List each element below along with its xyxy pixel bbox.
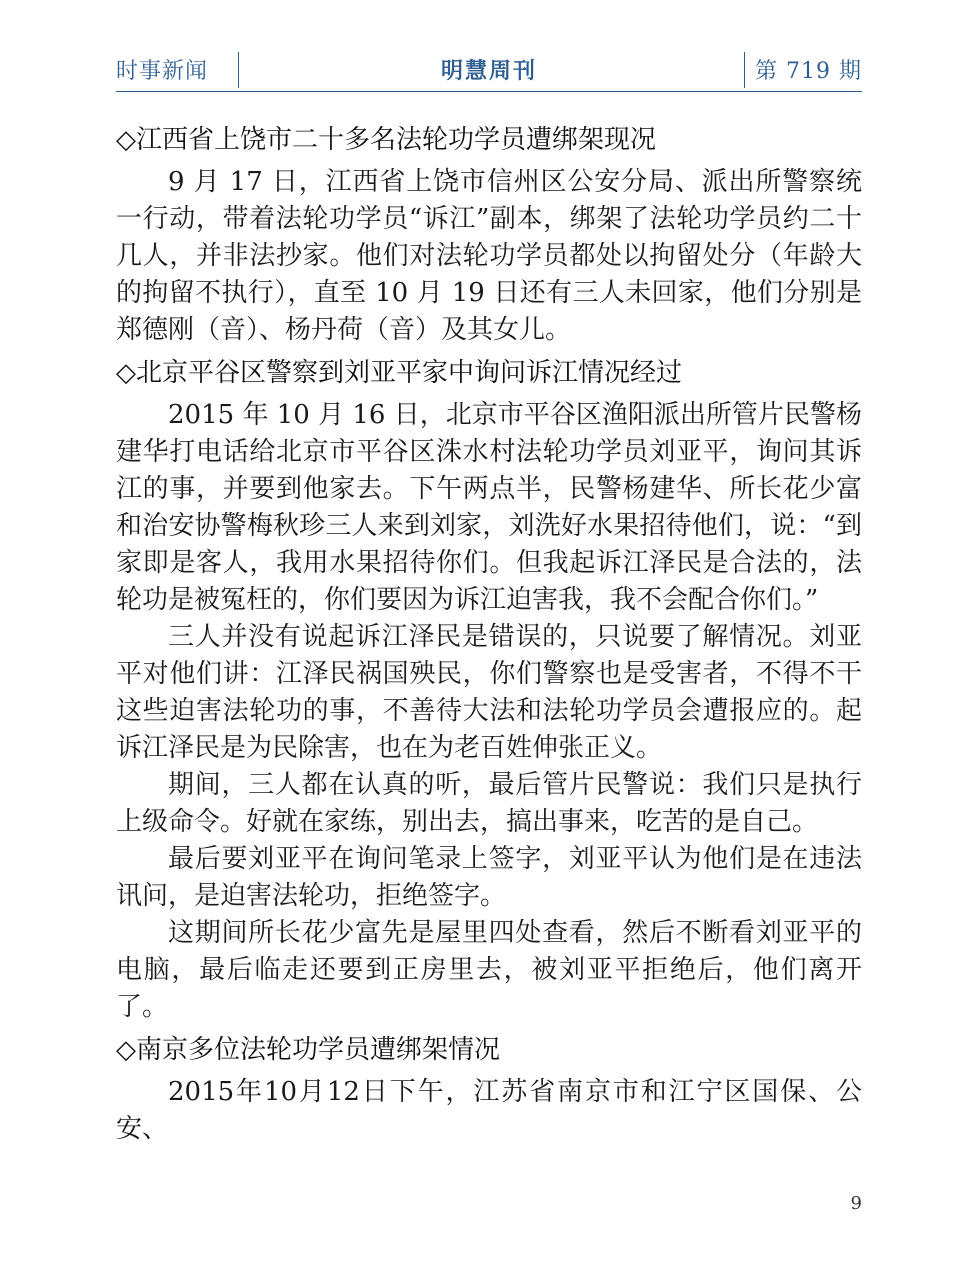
article-nanjing: [116, 1030, 862, 1148]
page-number: 9: [850, 1193, 862, 1214]
article-paragraph: 2015年10月12日下午，江苏省南京市和江宁区国保、公安、: [116, 1077, 862, 1144]
header-issue-number: 第 719 期: [755, 59, 862, 84]
header-section-label: 时事新闻: [116, 59, 209, 84]
page-header: [116, 50, 862, 92]
article-paragraph: 最后要刘亚平在询问笔录上签字，刘亚平认为他们是在违法讯问，是迫害法轮功，拒绝签字。: [116, 844, 862, 911]
article-paragraph: 三人并没有说起诉江泽民是错误的，只说要了解情况。刘亚平对他们讲：江泽民祸国殃民，你们警察也是受害者，不得不干这些迫害法轮功的事，不善待大法和法轮功学员会遭报应的。起诉江泽民是为民除害，也在为老百姓伸张正义。: [116, 622, 862, 763]
article-paragraph: 这期间所长花少富先是屋里四处查看，然后不断看刘亚平的电脑，最后临走还要到正房里去，被刘亚平拒绝后，他们离开了。: [116, 918, 862, 1022]
article-title: ◇北京平谷区警察到刘亚平家中询问诉江情况经过: [116, 358, 682, 388]
header-publication-title: 明慧周刊: [440, 59, 537, 84]
article-title: ◇江西省上饶市二十多名法轮功学员遭绑架现况: [116, 125, 656, 155]
article-jiangxi: [116, 120, 862, 349]
article-paragraph: 2015 年 10 月 16 日，北京市平谷区渔阳派出所管片民警杨建华打电话给北京市平谷区洙水村法轮功学员刘亚平，询问其诉江的事，并要到他家去。下午两点半，民警杨建华、所长花少富和治安协警梅秋珍三人来到刘家，刘洗好水果招待他们，说：“到家即是客人，我用水果招待你们。但我起诉江泽民是合法的，法轮功是被冤枉的，你们要因为诉江迫害我，我不会配合你们。”: [116, 400, 862, 615]
header-divider: [744, 52, 745, 88]
header-rule: [116, 91, 862, 92]
article-body: [116, 120, 862, 1148]
article-beijing: [116, 353, 862, 1026]
article-title: ◇南京多位法轮功学员遭绑架情况: [116, 1035, 500, 1065]
article-paragraph: 9 月 17 日，江西省上饶市信州区公安分局、派出所警察统一行动，带着法轮功学员“诉江”副本，绑架了法轮功学员约二十几人，并非法抄家。他们对法轮功学员都处以拘留处分（年龄大的拘留不执行），直至 10 月 19 日还有三人未回家，他们分别是郑德刚（音）、杨丹荷（音）及其女儿。: [116, 167, 862, 345]
article-paragraph: 期间，三人都在认真的听，最后管片民警说：我们只是执行上级命令。好就在家练，别出去，搞出事来，吃苦的是自己。: [116, 770, 862, 837]
